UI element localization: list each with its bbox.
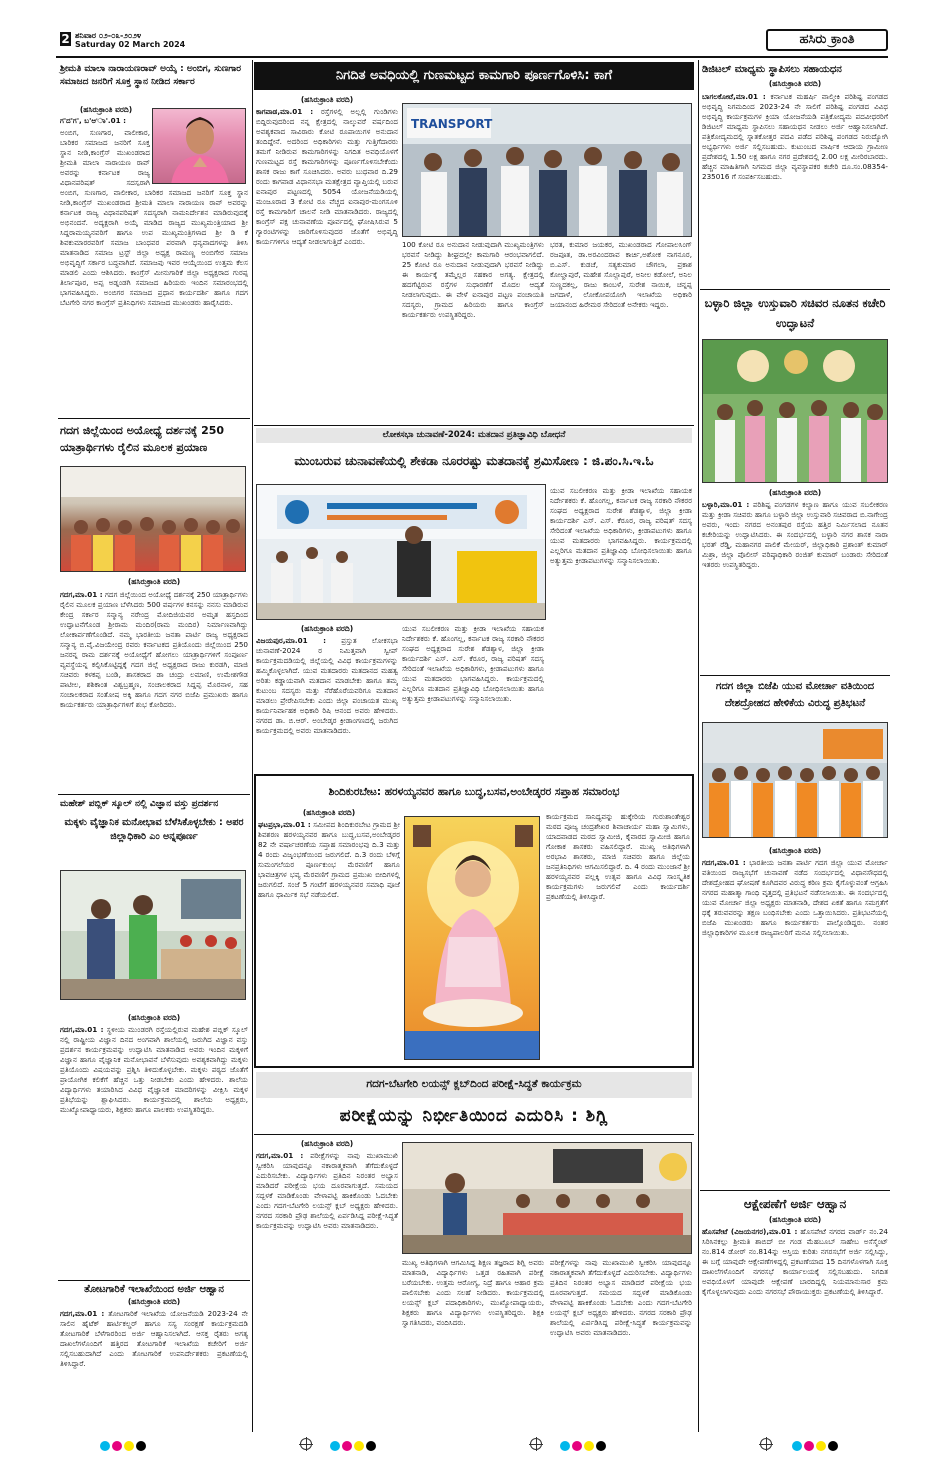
black-dot xyxy=(136,1441,146,1451)
magenta-dot xyxy=(572,1441,582,1451)
dateline: (ಹಸಿರುಕ್ರಾಂತಿ ವರದಿ) xyxy=(300,95,354,104)
headline: ಬಳ್ಳಾರಿ ಜಿಲ್ಲಾ ಉಸ್ತುವಾರಿ ಸಚಿವರ ನೂತನ ಕಚೇರಿ ಉದ್ಘಾಟನೆ xyxy=(704,296,886,330)
kicker: ಗದಗ-ಬೆಟಗೇರಿ ಲಯನ್ಸ್ ಕ್ಲಬ್‌ದಿಂದ ಪರೀಕ್ಷೆ-ಸಿದ್ಧತೆ ಕಾರ್ಯಕ್ರಮ xyxy=(366,1078,582,1090)
magenta-dot xyxy=(804,1441,814,1451)
photo-science-exhibition xyxy=(60,870,246,1000)
headline: ಡಿಜಿಟಲ್ ಮಾಧ್ಯಮ ಸ್ಥಾಪಿಸಲು ಸಹಾಯಧನ xyxy=(702,64,842,75)
dateline: (ಹಸಿರುಕ್ರಾಂತಿ ವರದಿ) xyxy=(300,624,354,633)
registration-mark xyxy=(530,1438,542,1450)
headline: ಗದಗ ಜಿಲ್ಲೆಯಿಂದ ಅಯೋಧ್ಯೆ ದರ್ಶನಕ್ಕೆ 250 ಯಾತ್ರಾರ್ಥಿಗಳು ರೈಲಿನ ಮೂಲಕ ಪ್ರಯಾಣ xyxy=(60,424,225,454)
headline: ಶ್ರೀಮತಿ ಮಾಲಾ ನಾರಾಯಣರಾವ್ ಅಯ್ಕೆ : ಅಂಬಿಗ, ಸುಣಗಾರ ಸಮಾಜದ ಜನರಿಗೆ ಸೂಕ್ತ ಸ್ಥಾನ ನೀಡಿದ ಸರ್ಕಾರ xyxy=(60,64,242,87)
cyan-dot xyxy=(330,1441,340,1451)
headline: ಗದಗ ಜಿಲ್ಲಾ ಬಿಜೆಪಿ ಯುವ ಮೋರ್ಚಾ ವತಿಯಿಂದ ದೇಶದ್ರೋಹದ ಹೇಳಿಕೆಯ ವಿರುದ್ಧ ಪ್ರತಿಭಟನೆ xyxy=(715,681,875,709)
election-col-2: ಯುವ ಸಬಲೀಕರಣ ಮತ್ತು ಕ್ರೀಡಾ ಇಲಾಖೆಯ ಸಹಾಯಕ ನಿರ್ದೇಶಕರು ಕೆ. ಹೊಂಗಲ್ಲ, ಕರ್ನಾಟಕ ರಾಜ್ಯ ಸರಕಾರಿ ನೌಕರರ ಸಂಘದ ಅಧ್ಯಕ್ಷರಾದ ಸುರೇಶ ಶೆಡಶ್ಯಾಳ, ಜಿಲ್ಲಾ ಕ್ರೀಡಾ ಕಾರ್ಯದರ್ಶಿ ಎಸ್. ಎಸ್. ಕೆರೂರ, ರಾಜ್ಯ ಪರಿಷತ್ ಸದಸ್ಯ ಸೇರಿದಂತೆ ಇಲಾಖೆಯ ಅಧಿಕಾರಿಗಳು, ಕ್ರೀಡಾಪಟುಗಳು ಹಾಗೂ ಯುವ ಮತದಾರರು ಭಾಗವಹಿಸಿದ್ದರು. ಕಾರ್ಯಕ್ರಮದಲ್ಲಿ ಎಲ್ಲರಿಗೂ ಮತದಾನ ಪ್ರತಿಜ್ಞಾವಿಧಿ ಬೋಧಿಸಲಾಯಿತು ಹಾಗೂ ಅತ್ಯುತ್ತಮ ಕ್ರೀಡಾಪಟುಗಳನ್ನು ಸನ್ಮಾನಿಸಲಾಯಿತು. xyxy=(550,486,692,565)
dateline: (ಹಸಿರುಕ್ರಾಂತಿ ವರದಿ) xyxy=(768,846,822,855)
dateline: (ಹಸಿರುಕ್ರಾಂತಿ ವರದಿ) xyxy=(79,105,133,114)
lions-col-2: ಮುಖ್ಯ ಅತಿಥಿಗಳಾಗಿ ಆಗಮಿಸಿದ್ದ ಶಿಕ್ಷಣ ತಜ್ಞರಾದ ಶಿಗ್ಲಿ ಅವರು ಮಾತನಾಡಿ, ವಿದ್ಯಾರ್ಥಿಗಳು ಒತ್ತಡ ರಹಿತವಾಗಿ ಪರೀಕ್ಷೆ ಬರೆಯಬೇಕು. ಉತ್ತಮ ಆರೋಗ್ಯ, ನಿದ್ರೆ ಹಾಗೂ ಆಹಾರ ಕ್ರಮ ಪಾಲಿಸಬೇಕು ಎಂದು ಸಲಹೆ ನೀಡಿದರು. ಕಾರ್ಯಕ್ರಮದಲ್ಲಿ ಲಯನ್ಸ್ ಕ್ಲಬ್ ಪದಾಧಿಕಾರಿಗಳು, ಮುಖ್ಯೋಪಾಧ್ಯಾಯರು, ಶಿಕ್ಷಕರು ಹಾಗೂ ವಿದ್ಯಾರ್ಥಿಗಳು ಉಪಸ್ಥಿತರಿದ್ದರು. ಶಿಕ್ಷಕಿ ಸ್ವಾಗತಿಸಿದರು, ವಂದಿಸಿದರು. xyxy=(402,1258,544,1327)
lions-col-1: ಗದಗ,ಮಾ.01 : ಪರೀಕ್ಷೆಗಳನ್ನು ನಾವು ಮುಖಾಮುಖಿ ಸ್ವೀಕರಿಸಿ ಯಾವುದನ್ನೂ ನಕಾರಾತ್ಮಕವಾಗಿ ತೆಗೆದುಕೊಳ್ಳದೆ ಎದುರಿಸಬೇಕು. ವಿದ್ಯಾರ್ಥಿಗಳು ಪ್ರತಿದಿನ ನಿರಂತರ ಅಭ್ಯಾಸ ಮಾಡಿದರೆ ಪರೀಕ್ಷೆಯ ಭಯ ದೂರವಾಗುತ್ತದೆ. ಸಮಯದ ಸದ್ಬಳಕೆ ಮಾಡಿಕೊಂಡು ವೇಳಾಪಟ್ಟಿ ಹಾಕಿಕೊಂಡು ಓದಬೇಕು ಎಂದು ಗದಗ-ಬೆಟಗೇರಿ ಲಯನ್ಸ್ ಕ್ಲಬ್ ಅಧ್ಯಕ್ಷರು ಹೇಳಿದರು. ನಗರದ ಸರಕಾರಿ ಪ್ರೌಢ ಶಾಲೆಯಲ್ಲಿ ಏರ್ಪಡಿಸಿದ್ದ ಪರೀಕ್ಷೆ-ಸಿದ್ಧತೆ ಕಾರ್ಯಕ್ರಮವನ್ನು ಉದ್ಘಾಟಿಸಿ ಅವರು ಮಾತನಾಡಿದರು. xyxy=(256,1151,398,1230)
black-dot xyxy=(828,1441,838,1451)
registration-mark xyxy=(300,1438,312,1450)
magenta-dot xyxy=(112,1441,122,1451)
haralayya-col-2: ಕಾರ್ಯಕ್ರಮದ ಸಾನಿಧ್ಯವನ್ನು ಹುಕ್ಕೇರಿಯ ಗುರುಶಾಂತೇಶ್ವರ ಮಠದ ಪೂಜ್ಯ ಚಂದ್ರಶೇಖರ ಶಿವಾಚಾರ್ಯ ಮಹಾ ಸ್ವಾಮಿಗಳು, ಯಾದವಾಡದ ಮಠದ ಸ್ವಾಮೀಜಿ, ಕೈವಾರದ ಸ್ವಾಮೀಜಿ ಹಾಗೂ ಗೋಕಾಕ ಶಾಸಕರು ವಹಿಸಲಿದ್ದಾರೆ. ಮುಖ್ಯ ಅತಿಥಿಗಳಾಗಿ ಅರಭಾವಿ ಶಾಸಕರು, ಮಾಜಿ ಸಚಿವರು ಹಾಗೂ ಜಿಲ್ಲೆಯ ಜನಪ್ರತಿನಿಧಿಗಳು ಆಗಮಿಸಲಿದ್ದಾರೆ. ದಿ. 4 ರಂದು ಮುಂಜಾನೆ ಶ್ರೀ ಹರಳಯ್ಯನವರ ಪಲ್ಲಕ್ಕಿ ಉತ್ಸವ ಹಾಗೂ ವಿವಿಧ ಸಾಂಸ್ಕೃತಿಕ ಕಾರ್ಯಕ್ರಮಗಳು ಜರುಗಲಿವೆ ಎಂದು ಕಾರ್ಯದರ್ಶಿ ಪ್ರಕಟಣೆಯಲ್ಲಿ ತಿಳಿಸಿದ್ದಾರೆ. xyxy=(546,812,690,901)
black-dot xyxy=(596,1441,606,1451)
cyan-dot xyxy=(100,1441,110,1451)
color-registration-right xyxy=(792,1441,838,1451)
dateline: (ಹಸಿರುಕ್ರಾಂತಿ ವರದಿ) xyxy=(127,577,181,586)
color-registration-mid2 xyxy=(560,1441,606,1451)
yellow-dot xyxy=(584,1441,594,1451)
headline: ನಿಗದಿತ ಅವಧಿಯಲ್ಲಿ ಗುಣಮಟ್ಟದ ಕಾಮಗಾರಿ ಪೂರ್ಣಗೊಳಿಸಿ: ಕಾಗೆ xyxy=(335,68,613,83)
election-col-1b: ಯುವ ಸಬಲೀಕರಣ ಮತ್ತು ಕ್ರೀಡಾ ಇಲಾಖೆಯ ಸಹಾಯಕ ನಿರ್ದೇಶಕರು ಕೆ. ಹೊಂಗಲ್ಲ, ಕರ್ನಾಟಕ ರಾಜ್ಯ ಸರಕಾರಿ ನೌಕರರ ಸಂಘದ ಅಧ್ಯಕ್ಷರಾದ ಸುರೇಶ ಶೆಡಶ್ಯಾಳ, ಜಿಲ್ಲಾ ಕ್ರೀಡಾ ಕಾರ್ಯದರ್ಶಿ ಎಸ್. ಎಸ್. ಕೆರೂರ, ರಾಜ್ಯ ಪರಿಷತ್ ಸದಸ್ಯ ಸೇರಿದಂತೆ ಇಲಾಖೆಯ ಅಧಿಕಾರಿಗಳು, ಕ್ರೀಡಾಪಟುಗಳು ಹಾಗೂ ಯುವ ಮತದಾರರು ಭಾಗವಹಿಸಿದ್ದರು. ಕಾರ್ಯಕ್ರಮದಲ್ಲಿ ಎಲ್ಲರಿಗೂ ಮತದಾನ ಪ್ರತಿಜ್ಞಾವಿಧಿ ಬೋಧಿಸಲಾಯಿತು ಹಾಗೂ ಅತ್ಯುತ್ತಮ ಕ್ರೀಡಾಪಟುಗಳನ್ನು ಸನ್ಮಾನಿಸಲಾಯಿತು. xyxy=(402,624,544,703)
photo-ayodhya-pilgrims xyxy=(60,466,246,572)
dateline: (ಹಸಿರುಕ್ರಾಂತಿ ವರದಿ) xyxy=(302,808,356,817)
transport-sign-text: TRANSPORT xyxy=(411,117,493,131)
color-registration-mid xyxy=(330,1441,376,1451)
cyan-dot xyxy=(560,1441,570,1451)
photo-road-inauguration xyxy=(402,103,692,237)
yellow-dot xyxy=(124,1441,134,1451)
subheadline: ಮಕ್ಕಳು ವೈಜ್ಞಾನಿಕ ಮನೋಭಾವ ಬೆಳೆಸಿಕೊಳ್ಳಬೇಕು : ಅಪರ ಜಿಲ್ಲಾಧಿಕಾರಿ ಎಂ ಅನ್ನಪೂರ್ಣ xyxy=(64,817,244,842)
dateline: (ಹಸಿರುಕ್ರಾಂತಿ ವರದಿ) xyxy=(300,1139,354,1148)
headline: ಆಕ್ಷೇಪಣೆಗೆ ಅರ್ಜಿ ಆಹ್ವಾನ xyxy=(743,1197,847,1211)
yellow-dot xyxy=(354,1441,364,1451)
cyan-dot xyxy=(792,1441,802,1451)
article-body: ಗದಗ,ಮಾ.01 : ಭಾರತೀಯ ಜನತಾ ಪಾರ್ಟಿ ಗದಗ ಜಿಲ್ಲಾ ಯುವ ಮೋರ್ಚಾ ವತಿಯಿಂದ ರಾಜ್ಯಸಭೆಗೆ ಚುನಾವಣೆ ನಡೆದ ಸಂದರ್ಭದಲ್ಲಿ ವಿಧಾನಸೌಧದಲ್ಲಿ ದೇಶದ್ರೋಹದ ಘೋಷಣೆ ಕೂಗಿದವರ ವಿರುದ್ಧ ಕಠಿಣ ಕ್ರಮ ಕೈಗೊಳ್ಳುವಂತೆ ಆಗ್ರಹಿಸಿ ನಗರದ ಮಹಾತ್ಮಾ ಗಾಂಧಿ ವೃತ್ತದಲ್ಲಿ ಪ್ರತಿಭಟನೆ ನಡೆಸಲಾಯಿತು. ಈ ಸಂದರ್ಭದಲ್ಲಿ ಯುವ ಮೋರ್ಚಾ ಜಿಲ್ಲಾ ಅಧ್ಯಕ್ಷರು ಮಾತನಾಡಿ, ದೇಶದ ಏಕತೆ ಹಾಗೂ ಸಮಗ್ರತೆಗೆ ಧಕ್ಕೆ ತರುವವರನ್ನು ತಕ್ಷಣ ಬಂಧಿಸಬೇಕು ಎಂದು ಒತ್ತಾಯಿಸಿದರು. ಪ್ರತಿಭಟನೆಯಲ್ಲಿ ಬಿಜೆಪಿ ಮುಖಂಡರು ಹಾಗೂ ಕಾರ್ಯಕರ್ತರು ಪಾಲ್ಗೊಂಡಿದ್ದರು. ನಂತರ ಜಿಲ್ಲಾಧಿಕಾರಿಗಳ ಮೂಲಕ ರಾಜ್ಯಪಾಲರಿಗೆ ಮನವಿ ಸಲ್ಲಿಸಲಾಯಿತು. xyxy=(702,858,888,937)
article-body: ಗದಗ,ಮಾ.01 : ಗದಗ ಜಿಲ್ಲೆಯಿಂದ ಅಯೋಧ್ಯೆ ದರ್ಶನಕ್ಕೆ 250 ಯಾತ್ರಾರ್ಥಿಗಳು ರೈಲಿನ ಮೂಲಕ ಪ್ರಯಾಣ ಬೆಳೆಸಿದರು 500 ವರ್ಷಗಳ ಕನಸನ್ನು ನನಸು ಮಾಡಿರುವ ಕೇಂದ್ರ ಸರ್ಕಾರ ಸನ್ಮಾನ್ಯ ನರೇಂದ್ರ ಮೋದಿಜಿಯವರ ಅಮೃತ ಹಸ್ತದಿಂದ ಉದ್ಘಾಟನೆಗೊಂಡ ಶ್ರೀರಾಮ ಮಂದಿರ(ರಾಮ ಮಂದಿರ) ನಿರ್ಮಾಣವಾಗಿದ್ದು ಲೋಕಾರ್ಪಣೆಗೊಂಡಿದೆ. ನಮ್ಮ ಭಾರತೀಯ ಜನತಾ ಪಾರ್ಟಿ ರಾಜ್ಯ ಅಧ್ಯಕ್ಷರಾದ ಸನ್ಮಾನ್ಯ ಬಿ.ವೈ.ವಿಜಯೇಂದ್ರ ರವರು ಕರ್ನಾಟಕದ ಪ್ರತಿಯೊಂದು ಜಿಲ್ಲೆಯಿಂದ 250 ಜನರನ್ನ ರಾಮ ದರ್ಶನಕ್ಕೆ ಅಯೋಧ್ಯೆಗೆ ಹೋಗಲು ಯಾತ್ರಾರ್ಥಿಗಳಿಗೆ ಸಂಪೂರ್ಣ ವ್ಯವಸ್ಥೆಯನ್ನ ಕಲ್ಪಿಸಿಕೊಟ್ಟಿದ್ದಕ್ಕೆ ಗದಗ ಜಿಲ್ಲೆ ಅಧ್ಯಕ್ಷರಾದ ರಾಜು ಕುರಡಗಿ, ಮಾಜಿ ಸಚಿವರು ಕಳಕಪ್ಪ ಬಂಡಿ, ಶಾಸಕರಾದ ಡಾ ಚಂದ್ರು ಲಮಾಣಿ, ಉಮೇಶಗೌಡ ಪಾಟೀಲ, ಶಶಿಕಾಂತ ವಿಶ್ವಬ್ರಹ್ಮಣ, ಸಂಚಾಲಕರಾದ ಸಿದ್ದಪ್ಪ ಮೊರನಾಳ, ಸಹ ಸಂಚಾಲಕರಾದ ಸಂತೋಷ ಅಕ್ಕಿ ಹಾಗೂ ಗದಗ ನಗರ ಬಿಜೆಪಿ ಪ್ರಮುಖರು ಹಾಗೂ ಕಾರ್ಯಕರ್ತರು ಯಾತ್ರಾರ್ಥಿಗಳಿಗೆ ಶುಭ ಕೋರಿದರು. xyxy=(60,590,248,709)
article-body: ಗ'ದ'ಗ', ಬ'ಆ'ಾ'.01 : xyxy=(60,116,127,125)
registration-mark xyxy=(760,1438,772,1450)
magenta-dot xyxy=(342,1441,352,1451)
article-body: ಬಾಗಲಕೋಟೆ,ಮಾ.01 : ಕರ್ನಾಟಕ ಮಹರ್ಷಿ ವಾಲ್ಮೀಕಿ ಪರಿಶಿಷ್ಟ ಪಂಗಡದ ಅಭಿವೃದ್ಧಿ ನಿಗಮದಿಂದ 2023-24 ನೇ ಸಾಲಿಗೆ ಪರಿಶಿಷ್ಟ ಪಂಗಡದ ವಿವಿಧ ಅಭಿವೃದ್ಧಿ ಕಾರ್ಯಕ್ರಮಗಳ ಕ್ರಿಯಾ ಯೋಜನೆಯಡಿ ಪತ್ರಿಕೋದ್ಯಮ ಪದವೀಧರರಿಗೆ ಡಿಜಿಟಲ್ ಮಾಧ್ಯಮ ಸ್ಥಾಪಿಸಲು ಸಹಾಯಧನ ನೀಡಲು ಅರ್ಜಿ ಆಹ್ವಾನಿಸಲಾಗಿದೆ. ಪತ್ರಿಕೋದ್ಯಮದಲ್ಲಿ ಸ್ನಾತಕೋತ್ತರ ಪದವಿ ಪಡೆದ ಪರಿಶಿಷ್ಟ ಪಂಗಡದ ನಿರುದ್ಯೋಗಿ ಅಭ್ಯರ್ಥಿಗಳು ಅರ್ಜಿ ಸಲ್ಲಿಸಬಹುದು. ಕುಟುಂಬದ ವಾರ್ಷಿಕ ಆದಾಯ ಗ್ರಾಮೀಣ ಪ್ರದೇಶದಲ್ಲಿ 1.50 ಲಕ್ಷ ಹಾಗೂ ನಗರ ಪ್ರದೇಶದಲ್ಲಿ 2.00 ಲಕ್ಷ ಮೀರಿರಬಾರದು. ಹೆಚ್ಚಿನ ಮಾಹಿತಿಗಾಗಿ ನಿಗಮದ ಜಿಲ್ಲಾ ವ್ಯವಸ್ಥಾಪಕರ ಕಚೇರಿ ದೂ.ಸಂ.08354-235016 ಗೆ ಸಂಪರ್ಕಿಸಬಹುದು. xyxy=(702,92,888,181)
article-body: ಗದಗ,ಮಾ.01 : ತೋಟಗಾರಿಕೆ ಇಲಾಖೆಯ ಯೋಜನೆಯಡಿ 2023-24 ನೇ ಸಾಲಿನ ಹೈಟೆಕ್ ಹಾರ್ಟಿಕಲ್ಚರ್ ಹಾಗೂ ಸಸ್ಯ ಸಂರಕ್ಷಣೆ ಕಾರ್ಯಕ್ರಮದಡಿ ತೋಟಗಾರಿಕೆ ಬೆಳೆಗಾರರಿಂದ ಅರ್ಜಿ ಆಹ್ವಾನಿಸಲಾಗಿದೆ. ಆಸಕ್ತ ರೈತರು ಅಗತ್ಯ ದಾಖಲೆಗಳೊಂದಿಗೆ ಹತ್ತಿರದ ತೋಟಗಾರಿಕೆ ಇಲಾಖೆಯ ಕಚೇರಿಗೆ ಅರ್ಜಿ ಸಲ್ಲಿಸಬಹುದಾಗಿದೆ ಎಂದು ತೋಟಗಾರಿಕೆ ಉಪನಿರ್ದೇಶಕರು ಪ್ರಕಟಣೆಯಲ್ಲಿ ತಿಳಿಸಿದ್ದಾರೆ. xyxy=(60,1309,248,1368)
article-body: ಬಳ್ಳಾರಿ,ಮಾ.01 : ಪರಿಶಿಷ್ಟ ಪಂಗಡಗಳ ಕಲ್ಯಾಣ ಹಾಗೂ ಯುವ ಸಬಲೀಕರಣ ಮತ್ತು ಕ್ರೀಡಾ ಸಚಿವರು ಹಾಗೂ ಬಳ್ಳಾರಿ ಜಿಲ್ಲಾ ಉಸ್ತುವಾರಿ ಸಚಿವರಾದ ಬಿ.ನಾಗೇಂದ್ರ ಅವರು, ಇಂದು ನಗರದ ಅನಂತಪುರ ರಸ್ತೆಯ ಹತ್ತಿರ ನಿರ್ಮಿಸಲಾದ ನೂತನ ಕಚೇರಿಯನ್ನು ಉದ್ಘಾಟಿಸಿದರು. ಈ ಸಂದರ್ಭದಲ್ಲಿ ಬಳ್ಳಾರಿ ನಗರ ಶಾಸಕ ನಾರಾ ಭರತ್ ರೆಡ್ಡಿ, ಮಹಾನಗರ ಪಾಲಿಕೆ ಮೇಯರ್, ಜಿಲ್ಲಾಧಿಕಾರಿ ಪ್ರಶಾಂತ್ ಕುಮಾರ್ ಮಿಶ್ರಾ, ಜಿಲ್ಲಾ ಪೊಲೀಸ್ ವರಿಷ್ಠಾಧಿಕಾರಿ ರಂಜಿತ್ ಕುಮಾರ್ ಬಂಡಾರು ಸೇರಿದಂತೆ ಇತರರು ಉಪಸ್ಥಿತರಿದ್ದರು. xyxy=(702,500,888,569)
article-body: ಗದಗ,ಮಾ.01 : ಸ್ಥಳೀಯ ಮುಂಡರಗಿ ರಸ್ತೆಯಲ್ಲಿರುವ ಮಹೇಶ ಪಬ್ಲಿಕ್ ಸ್ಕೂಲ್ ನಲ್ಲಿ ರಾಷ್ಟ್ರೀಯ ವಿಜ್ಞಾನ ದಿನದ ಅಂಗವಾಗಿ ಶಾಲೆಯಲ್ಲಿ ಜರುಗಿದ ವಿಜ್ಞಾನ ವಸ್ತು ಪ್ರದರ್ಶನ ಕಾರ್ಯಕ್ರಮವನ್ನು ಉದ್ಘಾಟಿಸಿ ಮಾತನಾಡಿದ ಅವರು ಇಂದಿನ ಮಕ್ಕಳಿಗೆ ವಿಜ್ಞಾನ ಹಾಗೂ ವೈಜ್ಞಾನಿಕ ಮನೋಭಾವನೆ ಬೆಳೆಸುವುದು ಅವಶ್ಯಕವಾಗಿದ್ದು ಮಕ್ಕಳು ಪ್ರತಿಯೊಂದು ವಿಷಯವನ್ನು ಪ್ರಶ್ನಿಸಿ ತಿಳಿದುಕೊಳ್ಳಬೇಕು. ಮಕ್ಕಳು ಪಠ್ಯದ ಜೊತೆಗೆ ಪ್ರಾಯೋಗಿಕ ಕಲಿಕೆಗೆ ಹೆಚ್ಚಿನ ಒತ್ತು ನೀಡಬೇಕು ಎಂದು ಹೇಳಿದರು. ಶಾಲೆಯ ವಿದ್ಯಾರ್ಥಿಗಳು ತಯಾರಿಸಿದ ವಿವಿಧ ವೈಜ್ಞಾನಿಕ ಮಾದರಿಗಳನ್ನು ವೀಕ್ಷಿಸಿ ಮಕ್ಕಳ ಪ್ರತಿಭೆಯನ್ನು ಶ್ಲಾಘಿಸಿದರು. ಕಾರ್ಯಕ್ರಮದಲ್ಲಿ ಶಾಲೆಯ ಅಧ್ಯಕ್ಷರು, ಮುಖ್ಯೋಪಾಧ್ಯಾಯರು, ಶಿಕ್ಷಕರು ಹಾಗೂ ಪಾಲಕರು ಉಪಸ್ಥಿತರಿದ್ದರು. xyxy=(60,1025,248,1114)
dateline: (ಹಸಿರುಕ್ರಾಂತಿ ವರದಿ) xyxy=(768,79,822,88)
photo-bellary-office xyxy=(702,339,888,483)
portrait-photo xyxy=(152,108,246,184)
headline: ಪರೀಕ್ಷೆಯನ್ನು ನಿರ್ಭೀತಿಯಿಂದ ಎದುರಿಸಿ : ಶಿಗ್ಲಿ xyxy=(339,1106,609,1126)
dateline: (ಹಸಿರುಕ್ರಾಂತಿ ವರದಿ) xyxy=(127,1013,181,1022)
header-rule xyxy=(56,56,888,58)
photo-bjp-protest xyxy=(702,722,888,838)
yellow-dot xyxy=(816,1441,826,1451)
headline: ತೋಟಗಾರಿಕೆ ಇಲಾಖೆಯಿಂದ ಅರ್ಜಿ ಆಹ್ವಾನ xyxy=(84,1284,224,1295)
lions-col-3: ಪರೀಕ್ಷೆಗಳನ್ನು ನಾವು ಮುಖಾಮುಖಿ ಸ್ವೀಕರಿಸಿ ಯಾವುದನ್ನೂ ನಕಾರಾತ್ಮಕವಾಗಿ ತೆಗೆದುಕೊಳ್ಳದೆ ಎದುರಿಸಬೇಕು. ವಿದ್ಯಾರ್ಥಿಗಳು ಪ್ರತಿದಿನ ನಿರಂತರ ಅಭ್ಯಾಸ ಮಾಡಿದರೆ ಪರೀಕ್ಷೆಯ ಭಯ ದೂರವಾಗುತ್ತದೆ. ಸಮಯದ ಸದ್ಬಳಕೆ ಮಾಡಿಕೊಂಡು ವೇಳಾಪಟ್ಟಿ ಹಾಕಿಕೊಂಡು ಓದಬೇಕು ಎಂದು ಗದಗ-ಬೆಟಗೇರಿ ಲಯನ್ಸ್ ಕ್ಲಬ್ ಅಧ್ಯಕ್ಷರು ಹೇಳಿದರು. ನಗರದ ಸರಕಾರಿ ಪ್ರೌಢ ಶಾಲೆಯಲ್ಲಿ ಏರ್ಪಡಿಸಿದ್ದ ಪರೀಕ್ಷೆ-ಸಿದ್ಧತೆ ಕಾರ್ಯಕ್ರಮವನ್ನು ಉದ್ಘಾಟಿಸಿ ಅವರು ಮಾತನಾಡಿದರು. xyxy=(550,1258,692,1337)
article-body: ಅಂಬಿಗ, ಸುಣಗಾರ, ವಾಲೀಕಾರ, ಬಾರಿಕರ ಸಮಾಜದ ಜನರಿಗೆ ಸೂಕ್ತ ಸ್ಥಾನ ನೀಡಿ,ಕಾಂಗ್ರೆಸ್ ಮುಖಂಡರಾದ ಶ್ರೀಮತಿ ಮಾಲಾ ನಾರಾಯಣ ರಾವ್ ಅವರನ್ನು ಕರ್ನಾಟಕ ರಾಜ್ಯ ವಿಧಾನಪರಿಷತ್ ಸದಸ್ಯರಾಗಿ xyxy=(60,128,150,186)
dateline: (ಹಸಿರುಕ್ರಾಂತಿ ವರದಿ) xyxy=(768,488,822,497)
article-body-cont: ಅಂಬಿಗ, ಸುಣಗಾರ, ವಾಲೀಕಾರ, ಬಾರಿಕರ ಸಮಾಜದ ಜನರಿಗೆ ಸೂಕ್ತ ಸ್ಥಾನ ನೀಡಿ,ಕಾಂಗ್ರೆಸ್ ಮುಖಂಡರಾದ ಶ್ರೀಮತಿ ಮಾಲಾ ನಾರಾಯಣ ರಾವ್ ಅವರನ್ನು ಕರ್ನಾಟಕ ರಾಜ್ಯ ವಿಧಾನಪರಿಷತ್ ಸದಸ್ಯರಾಗಿ ನಾಮನಿರ್ದೇಶನ ಮಾಡಿರುವುದಕ್ಕೆ ಅಭಿನಂದನೆ. ಅದ್ಯಕ್ಷರಾಗಿ ಅಯ್ಕೆ ಮಾಡಿದ ರಾಜ್ಯದ ಮುಖ್ಯಮಂತ್ರಿಯಾದ ಶ್ರೀ ಸಿದ್ದರಾಮಯ್ಯನವರಿಗೆ ಹಾಗೂ ಉಪ ಮುಖ್ಯಮಂತ್ರಿಗಳಾದ ಶ್ರೀ ಡಿ ಕೆ ಶಿವಕುಮಾರರವರಿಗೆ ಸಮಾಜ ಬಾಂಧವರ ಪರವಾಗಿ ಧನ್ಯವಾದಗಳನ್ನು ತಿಳಿಸಿ ಮಾತನಾಡಿದ ಸಮಾಜ ಟ್ರಸ್ಟ್ ಜಿಲ್ಲಾ ಅಧ್ಯಕ್ಷ ರಾಮಣ್ಣ ಅಂಬಿಗೇರ ಸಮಾಜ ಅಭಿವೃದ್ಧಿಗೆ ಸರ್ಕಾರ ಬದ್ಧವಾಗಿದೆ. ಸಮಾಜವು ಇವರ ಆಯ್ಕೆಯಿಂದ ಉತ್ತಮ ಕೆಲಸ ಮಾಡಲಿ ಎಂದು ಆಶಿಸಿದರು. ಕಾಂಗ್ರೆಸ್ ಮೀನುಗಾರಿಕೆ ಜಿಲ್ಲಾ ಅಧ್ಯಕ್ಷರಾದ ಗುರಪ್ಪ ತಿರ್ಲಾಪೂರ, ಅಪ್ಪ ಅಡ್ನಂಡಗಿ ಸಮಾಜದ ಹಿರಿಯರು ಇಂದಿನ ಸಮಾರಂಭದಲ್ಲಿ ಭಾಗವಹಿಸಿದ್ದರು. ಅಂಬಿಗರ ಸಮಾಜದ ಪ್ರಧಾನ ಕಾರ್ಯದರ್ಶಿ ಹಾಗೂ ಗದಗ ಬೆಟಗೇರಿ ನಗರ ಕಾಂಗ್ರೆಸ್ ಪ್ರತಿನಿಧಿಗಳು ಸಮಾಜದ ಮುಖಂಡರು ಹಾರೈಸಿದರು. xyxy=(60,188,248,307)
page-number-box: 2 xyxy=(61,32,70,46)
election-col-1: ವಿಜಯಪುರ,ಮಾ.01 : ಪ್ರಸ್ತುತ ಲೋಕಸಭಾ ಚುನಾವಣೆ-2024 ರ ನಿಮಿತ್ತವಾಗಿ ಸ್ವೀಪ್ ಕಾರ್ಯಕ್ರಮದಡಿಯಲ್ಲಿ ಜಿಲ್ಲೆಯಲ್ಲಿ ವಿವಿಧ ಕಾರ್ಯಕ್ರಮಗಳನ್ನು ಹಮ್ಮಿಕೊಳ್ಳಲಾಗಿದೆ. ಯುವ ಮತದಾರರು ಮತದಾನದ ಮಹತ್ವ ಅರಿತು ಕಡ್ಡಾಯವಾಗಿ ಮತದಾನ ಮಾಡಬೇಕು ಹಾಗೂ ತಮ್ಮ ಕುಟುಂಬ ಸದಸ್ಯರು ಮತ್ತು ನೆರೆಹೊರೆಯವರಿಗೂ ಮತದಾನ ಮಾಡಲು ಪ್ರೇರೇಪಿಸಬೇಕು ಎಂದು ಜಿಲ್ಲಾ ಪಂಚಾಯತ ಮುಖ್ಯ ಕಾರ್ಯನಿರ್ವಾಹಕ ಅಧಿಕಾರಿ ರಿಷಿ ಆನಂದ ಅವರು ಹೇಳಿದರು. ನಗರದ ಡಾ. ಬಿ.ಆರ್. ಅಂಬೇಡ್ಕರ ಕ್ರೀಡಾಂಗಣದಲ್ಲಿ ಜರುಗಿದ ಕಾರ್ಯಕ್ರಮದಲ್ಲಿ ಅವರು ಮಾತನಾಡಿದರು. xyxy=(256,636,398,735)
color-registration-left xyxy=(100,1441,146,1451)
date-local: ಶನಿವಾರ ೦೨-೦೩-೨೦೨೪ xyxy=(75,31,142,40)
dateline: (ಹಸಿರುಕ್ರಾಂತಿ ವರದಿ) xyxy=(127,1297,181,1306)
lead-col-1: ಕಾಗವಾಡ,ಮಾ.01 : ರಸ್ತೆಗಳಲ್ಲಿ ಅಲ್ಲಲ್ಲಿ ಗುಂಡಿಗಳು ಬಿದ್ದಿರುವುದರಿಂದ ನನ್ನ ಕ್ಷೇತ್ರದಲ್ಲಿ ನಾಲ್ಕುವರೆ ವರ್ಷದಿಂದ ಅವಶ್ಯಕವಾದ ಸಾವಿರಾರು ಕೋಟಿ ರೂಪಾಯಿಗಳ ಅನುದಾನ ತಂದಿದ್ದೇನೆ. ಅದರಿಂದ ಅಧಿಕಾರಿಗಳು ಮತ್ತು ಗುತ್ತಿಗೆದಾರರು ತಮಗೆ ನೀಡಿರುವ ಕಾಮಗಾರಿಗಳನ್ನು ನಿಗದಿತ ಅವಧಿಯೊಳಗೆ ಗುಣಮಟ್ಟದ ರಸ್ತೆ ಕಾಮಗಾರಿಗಳನ್ನು ಪೂರ್ಣಗೊಳಿಸಬೇಕೆಂದು ಶಾಸಕ ರಾಜು ಕಾಗೆ ಸೂಚಿಸಿದರು. ಅವರು ಬುಧವಾರ ದಿ.29 ರಂದು ಕಾಗವಾಡ ವಿಧಾನಸಭಾ ಮತಕ್ಷೇತ್ರದ ವ್ಯಾಪ್ತಿಯಲ್ಲಿ ಬರುವ ಐನಾಪುರ ಪಟ್ಟಣದಲ್ಲಿ 5054 ಯೋಜನೆಯಡಿಯಲ್ಲಿ ಮಂಜೂರಾದ 3 ಕೋಟಿ ರೂ ವೆಚ್ಚದ ಐನಾಪುರ-ಮಂಗಸೂಳಿ ರಸ್ತೆ ಕಾಮಗಾರಿಗೆ ಚಾಲನೆ ನೀಡಿ ಮಾತನಾಡಿದರು. ರಾಜ್ಯದಲ್ಲಿ ಕಾಂಗ್ರೆಸ್ ಪಕ್ಷ ಚುನಾವಣೆಯ ಪೂರ್ವದಲ್ಲಿ ಘೋಷಿಸಿರುವ 5 ಗ್ಯಾರಂಟಿಗಳನ್ನು ಜಾರಿಗೊಳಿಸುವುದರ ಜೊತೆಗೆ ಅಭಿವೃದ್ಧಿ ಕಾರ್ಯಗಳಿಗೂ ಆದ್ಯತೆ ನೀಡಲಾಗುತ್ತಿದೆ ಎಂದರು. xyxy=(256,107,398,246)
lead-col-3: ಭರತ, ಕುಮಾರ ಜಯಕರ, ಮುಖಂಡರಾದ ಗೋಪಾಲಸಿಂಗ್ ರಜಪೂತ, ಡಾ.ಅರವಿಂದರಾವ ಕಾರ್ಚಿ,ಅಶೋಕ ನಾಗನೂರ, ಬಿ.ಎಸ್. ಕುಡಚೆ, ಸತ್ಯಕುಮಾರ ಚೌಗಲಾ, ಪ್ರಕಾಶ ಕೋಲ್ಹಾಪುರೆ, ಮಹೇಶ ಸೊಲ್ಲಾಪುರೆ, ಅನೀಲ ಕಡೋಲೆ, ಅನಿಲ ಸುಣ್ಣದಕಲ್ಲ, ರಾಜು ಕಾಂಬಳೆ, ಸುರೇಶ ನಾಯಿಕ, ಚನ್ನಪ್ಪ ಜಗದಾಳೆ, ಲೋಕೋಪಯೋಗಿ ಇಲಾಖೆಯ ಅಧಿಕಾರಿ ಜಯಾನಂದ ಹಿರೇಮಠ ಸೇರಿದಂತೆ ಅನೇಕರು ಇದ್ದರು. xyxy=(550,240,692,309)
photo-lions-classroom xyxy=(402,1142,692,1254)
headline: ಮುಂಬರುವ ಚುನಾವಣೆಯಲ್ಲಿ ಶೇಕಡಾ ನೂರರಷ್ಟು ಮತದಾನಕ್ಕೆ ಶ್ರಮಿಸೋಣ : ಜಿ.ಪಂ.ಸಿ.ಇ.ಓ xyxy=(294,454,654,468)
lead-col-2: 100 ಕೋಟಿ ರೂ ಅನುದಾನ ನೀಡುವುದಾಗಿ ಮುಖ್ಯಮಂತ್ರಿಗಳು ಭರವಸೆ ನೀಡಿದ್ದು ಶೀಘ್ರದಲ್ಲೇ ಕಾಮಗಾರಿ ಆರಂಭವಾಗಲಿದೆ. 25 ಕೋಟಿ ರೂ ಅನುದಾನ ನೀಡುವುದಾಗಿ ಭರವಸೆ ನೀಡಿದ್ದು ಈ ಕಾರ್ಯಕ್ಕೆ ತಮ್ಮೆಲ್ಲರ ಸಹಕಾರ ಅಗತ್ಯ. ಕ್ಷೇತ್ರದಲ್ಲಿ ಹದಗೆಟ್ಟಿರುವ ರಸ್ತೆಗಳ ಸುಧಾರಣೆಗೆ ಮೊದಲ ಆದ್ಯತೆ ನೀಡಲಾಗುವುದು. ಈ ವೇಳೆ ಐನಾಪುರ ಪಟ್ಟಣ ಪಂಚಾಯತಿ ಸದಸ್ಯರು, ಗ್ರಾಮದ ಹಿರಿಯರು ಹಾಗೂ ಕಾಂಗ್ರೆಸ್ ಕಾರ್ಯಕರ್ತರು ಉಪಸ್ಥಿತರಿದ್ದರು. xyxy=(402,240,544,319)
article-body: ಹೊಸಪೇಟೆ (ವಿಜಯನಗರ),ಮಾ.01 : ಹೊಸಪೇಟೆ ನಗರದ ವಾರ್ಡ್ ನಂ.24 ಸಿರಿಸಿನಕಲ್ಲು ಶ್ರೀಮತಿ ಶಾಬಿದ್ ಬೀ ಗಂಡ ಮೆಹಬೂಬ್ ಸಾಹೇಬ ಅಸೆಸ್ಮೆಂಟ್ ನಂ.814 ಡೋರ್ ನಂ.814ನ್ನು ಆಸ್ತಿಯ ಕುರಿತು ನಗರಸಭೆಗೆ ಅರ್ಜಿ ಸಲ್ಲಿಸಿದ್ದು, ಈ ಬಗ್ಗೆ ಯಾವುದೇ ಆಕ್ಷೇಪಣೆಗಳಿದ್ದಲ್ಲಿ ಪ್ರಕಟಣೆಯಾದ 15 ದಿನಗಳೊಳಗಾಗಿ ಸೂಕ್ತ ದಾಖಲೆಗಳೊಂದಿಗೆ ನಗರಸಭೆ ಕಾರ್ಯಾಲಯಕ್ಕೆ ಸಲ್ಲಿಸಬಹುದು. ನಿಗದಿತ ಅವಧಿಯೊಳಗೆ ಯಾವುದೇ ಆಕ್ಷೇಪಣೆ ಬಾರದಿದ್ದಲ್ಲಿ ನಿಯಮಾನುಸಾರ ಕ್ರಮ ಕೈಗೊಳ್ಳಲಾಗುವುದು ಎಂದು ನಗರಸಭೆ ಪೌರಾಯುಕ್ತರು ಪ್ರಕಟಣೆಯಲ್ಲಿ ತಿಳಿಸಿದ್ದಾರೆ. xyxy=(702,1227,888,1296)
dateline: (ಹಸಿರುಕ್ರಾಂತಿ ವರದಿ) xyxy=(768,1215,822,1224)
paper-name: ಹಸಿರು ಕ್ರಾಂತಿ xyxy=(799,32,855,47)
black-dot xyxy=(366,1441,376,1451)
photo-election-pledge xyxy=(256,484,546,620)
date-english: Saturday 02 March 2024 xyxy=(75,40,186,49)
headline: ಶಿಂದಿಕುರಬೇಟ: ಹರಳಯ್ಯನವರ ಹಾಗೂ ಬುದ್ಧ,ಬಸವ,ಅಂಬೇಡ್ಕರರ ಸಪ್ತಾಹ ಸಮಾರಂಭ xyxy=(328,786,620,798)
haralayya-col-1: ಘಟಪ್ರಭಾ,ಮಾ.01 : ಸಮೀಪದ ಶಿಂದಿಕುರಬೇಟ ಗ್ರಾಮದ ಶ್ರೀ ಶಿವಶರಣ ಹರಳಯ್ಯನವರ ಹಾಗೂ ಬುದ್ಧ,ಬಸವ,ಅಂಬೇಡ್ಕರರ 82 ನೇ ವರ್ಷಾಚರಣೆಯ ಸಪ್ತಾಹ ಸಮಾರಂಭವು ದಿ.3 ಮತ್ತು 4 ರಂದು ವಿಜೃಂಭಣೆಯಿಂದ ಜರುಗಲಿದೆ. ದಿ.3 ರಂದು ಬೆಳಿಗ್ಗೆ ಸುಮಂಗಲೆಯರ ಪೂರ್ಣಕುಂಭ ಮೆರವಣಿಗೆ ಹಾಗೂ ಭಾವಚಿತ್ರಗಳ ಭವ್ಯ ಮೆರವಣಿಗೆ ಗ್ರಾಮದ ಪ್ರಮುಖ ಬೀದಿಗಳಲ್ಲಿ ಜರುಗಲಿದೆ. ಸಂಜೆ 5 ಗಂಟೆಗೆ ಹರಳಯ್ಯನವರ ಸಮಾಧಿ ಪೂಜೆ ಹಾಗೂ ಧಾರ್ಮಿಕ ಸಭೆ ನಡೆಯಲಿದೆ. xyxy=(258,820,400,899)
kicker: ಲೋಕಸಭಾ ಚುನಾವಣೆ-2024: ಮತದಾನ ಪ್ರತಿಜ್ಞಾವಿಧಿ ಬೋಧನೆ xyxy=(382,430,566,440)
photo-haralayya-portrait xyxy=(404,816,540,1060)
headline: ಮಹೇಶ್ ಪಬ್ಲಿಕ್ ಸ್ಕೂಲ್ ನಲ್ಲಿ ವಿಜ್ಞಾನ ವಸ್ತು ಪ್ರದರ್ಶನ xyxy=(60,799,219,809)
